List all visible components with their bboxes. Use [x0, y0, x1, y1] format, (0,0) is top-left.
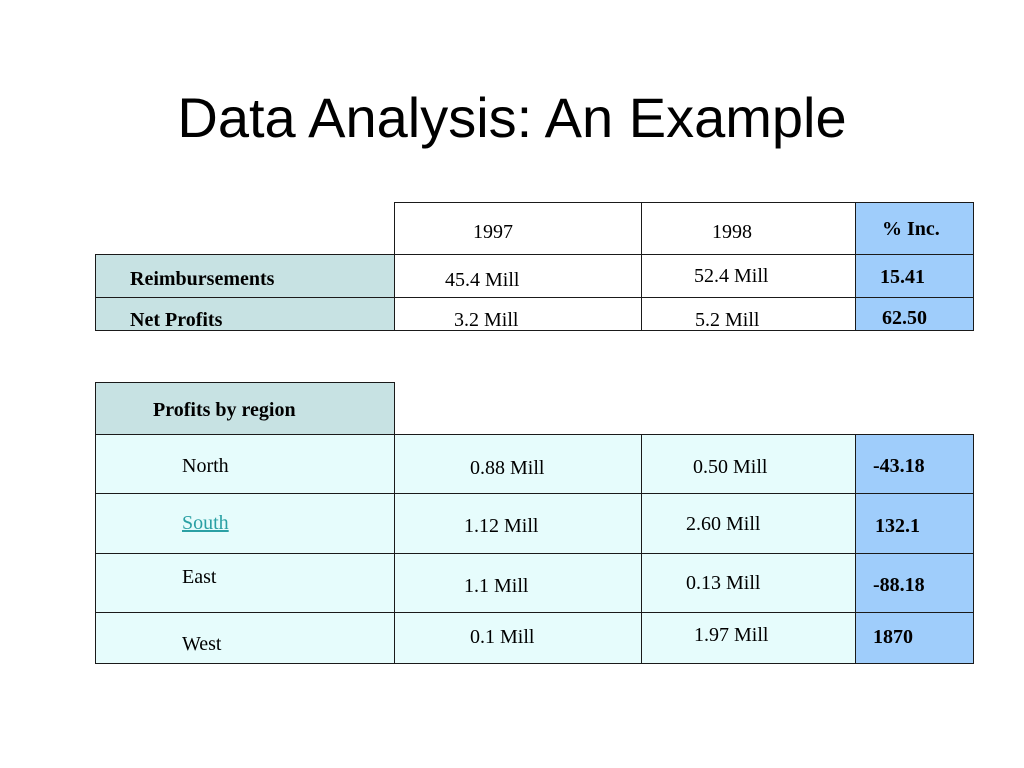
north-label: North: [182, 455, 229, 477]
north-inc-cell: [855, 434, 974, 494]
west-1997-cell: [394, 612, 642, 664]
north-label-cell: [95, 434, 395, 494]
south-1997-cell: [394, 493, 642, 554]
north-1997-cell: [394, 434, 642, 494]
north-1998: 0.50 Mill: [693, 456, 768, 478]
header-inc: % Inc.: [882, 218, 940, 240]
reimbursements-1997-cell: [394, 254, 642, 298]
net-profits-label: Net Profits: [130, 309, 223, 331]
net-profits-1998: 5.2 Mill: [695, 309, 760, 331]
west-inc-cell: [855, 612, 974, 664]
west-1997: 0.1 Mill: [470, 626, 535, 648]
net-profits-label-cell: [95, 297, 395, 331]
west-label-cell: [95, 612, 395, 664]
west-1998: 1.97 Mill: [694, 624, 769, 646]
south-link[interactable]: South: [182, 512, 229, 534]
profits-by-region-header: Profits by region: [153, 399, 296, 421]
header-1997: 1997: [473, 221, 513, 243]
header-1997-cell: [394, 202, 642, 255]
reimbursements-1997: 45.4 Mill: [445, 269, 520, 291]
east-inc: -88.18: [873, 574, 925, 596]
east-1997: 1.1 Mill: [464, 575, 529, 597]
south-label-cell: [95, 493, 395, 554]
south-inc-cell: [855, 493, 974, 554]
east-1997-cell: [394, 553, 642, 613]
reimbursements-label: Reimbursements: [130, 268, 275, 290]
east-inc-cell: [855, 553, 974, 613]
header-1998-cell: [641, 202, 856, 255]
east-label-cell: [95, 553, 395, 613]
north-1998-cell: [641, 434, 856, 494]
net-profits-1997-cell: [394, 297, 642, 331]
north-inc: -43.18: [873, 455, 925, 477]
east-1998: 0.13 Mill: [686, 572, 761, 594]
reimbursements-1998: 52.4 Mill: [694, 265, 769, 287]
header-1998: 1998: [712, 221, 752, 243]
reimbursements-inc-cell: [855, 254, 974, 298]
slide-title: Data Analysis: An Example: [177, 86, 847, 149]
south-1998-cell: [641, 493, 856, 554]
net-profits-inc-cell: [855, 297, 974, 331]
west-inc: 1870: [873, 626, 913, 648]
south-inc: 132.1: [875, 515, 920, 537]
net-profits-inc: 62.50: [882, 307, 927, 329]
reimbursements-label-cell: [95, 254, 395, 298]
net-profits-1997: 3.2 Mill: [454, 309, 519, 331]
north-1997: 0.88 Mill: [470, 457, 545, 479]
east-1998-cell: [641, 553, 856, 613]
west-label: West: [182, 633, 222, 655]
reimbursements-1998-cell: [641, 254, 856, 298]
west-1998-cell: [641, 612, 856, 664]
south-1997: 1.12 Mill: [464, 515, 539, 537]
header-inc-cell: [855, 202, 974, 255]
east-label: East: [182, 566, 217, 588]
south-1998: 2.60 Mill: [686, 513, 761, 535]
profits-by-region-header-cell: [95, 382, 395, 435]
reimbursements-inc: 15.41: [880, 266, 925, 288]
net-profits-1998-cell: [641, 297, 856, 331]
